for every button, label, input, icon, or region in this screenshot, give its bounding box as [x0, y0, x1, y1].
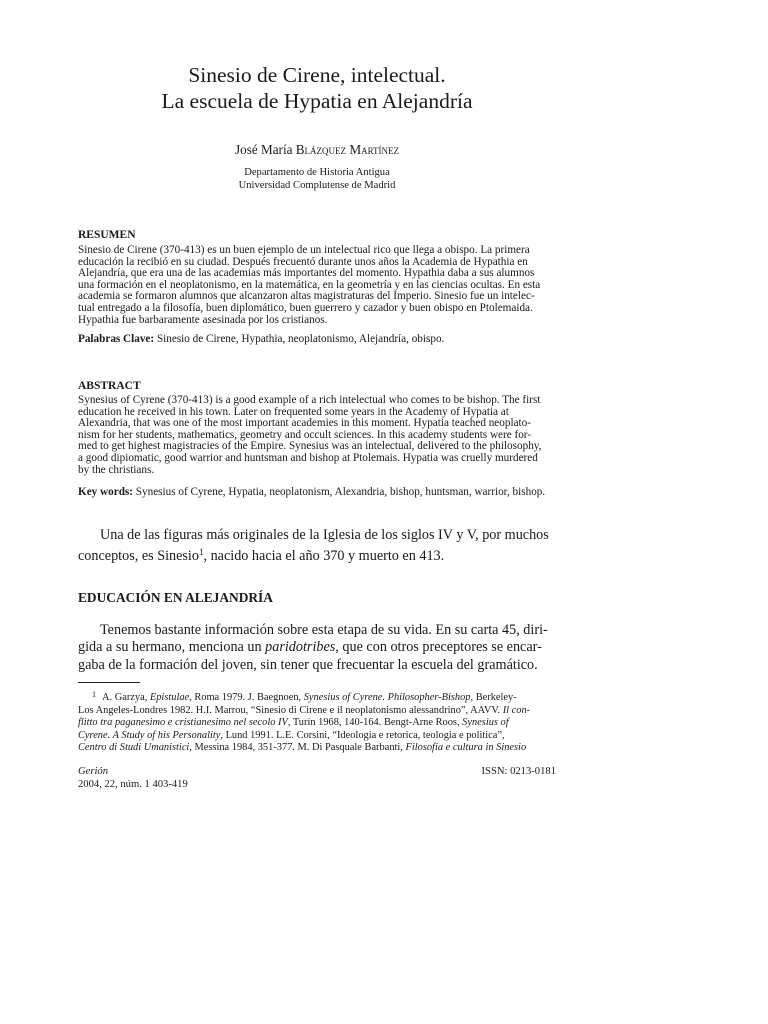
journal-footer [78, 766, 188, 791]
affiliation [0, 167, 634, 192]
resumen-keywords [78, 333, 444, 345]
footnote-italic: Filosofia e cultura in Sinesio [405, 742, 527, 754]
section-text-b: , que con otros preceptores se encar- [335, 639, 542, 656]
intro-text-a: conceptos, es Sinesio [78, 548, 199, 565]
author-surname: Blázquez Martínez [295, 142, 400, 157]
footnote-italic: Epistulae [149, 692, 190, 703]
resumen-keywords-list: Sinesio de Cirene, Hypathia, neoplatonismo, Alejandría, obispo. [154, 333, 445, 345]
affiliation-university: Universidad Complutense de Madrid [238, 179, 396, 191]
section-line-3: gaba de la formación del joven, sin tener que frecuentar la escuela del gramático. [78, 656, 538, 673]
intro-line-2 [78, 544, 556, 565]
abstract-keywords [78, 486, 545, 498]
resumen-line: Hypathia fue barbaramente asesinada por los cristianos. [78, 313, 328, 326]
section-emphasis: paridotribes [265, 639, 336, 656]
section-heading: EDUCACIÓN EN ALEJANDRÍA [78, 590, 273, 605]
resumen-line: tual entregado a la filosofía, buen diplomático, buen guerrero y cazador y buen obispo en Ptolemaida. [78, 301, 533, 314]
abstract-line: nism for her students, mathematics, geometry and occult sciences. In this academy students were for- [78, 428, 532, 441]
author-name [0, 142, 634, 158]
footnote-number: 1 [92, 690, 96, 699]
resumen-line: academia se formaron alumnos que alcanzaron altas magistraturas del Imperio. Sinesio fue un intelec- [78, 290, 535, 303]
footnote-italic: Centro di Studi Umanistici [78, 742, 190, 754]
abstract-keywords-label: Key words: [78, 486, 133, 498]
footnote-text: , Berkeley- [470, 692, 517, 703]
footnote-text: , Messina 1984, 351-377. M. Di Pasquale Barbanti, [189, 742, 406, 754]
footnote-italic: Il con- [502, 704, 531, 716]
footnote-text: , Roma 1979. J. Baegnoen, [189, 692, 304, 703]
footnote-line [78, 742, 558, 755]
footnote-text: A. Garzya, [102, 692, 150, 703]
footnote-italic: flitto tra paganesimo e cristianesimo nel secolo IV [78, 717, 288, 729]
abstract-keywords-list: Synesius of Cyrene, Hypatia, neoplatonism, Alexandria, bishop, huntsman, warrior, bishop. [133, 486, 546, 498]
abstract-line: med to get highest magistracies of the Empire. Synesius was an intelectual, delivered to the philosophy, [78, 440, 542, 453]
intro-paragraph [78, 527, 556, 566]
author-given-name: José María [234, 142, 296, 157]
intro-text-b: , nacido hacia el año 370 y muerto en 413. [203, 548, 445, 565]
abstract-line: Alexandria, that was one of the most important academies in this moment. Hypatia teached neoplato- [78, 417, 531, 430]
footnote-line [78, 689, 558, 705]
abstract-heading: ABSTRACT [78, 380, 141, 392]
abstract-line: by the christians. [78, 463, 155, 476]
footnote-text: Los Angeles-Londres 1982. H.I. Marrou, “Sinesio di Cirene e il neoplatonismo alessandrino”, AAVV. [78, 704, 503, 716]
affiliation-department: Departamento de Historia Antigua [244, 167, 390, 178]
footnote-text: , Turín 1968, 140-164. Bengt-Arne Roos, [287, 717, 463, 729]
footnote-text: , Lund 1991. L.E. Corsini, “Ideologia e retorica, teologia e politica”, [220, 729, 505, 741]
footnote-line [78, 705, 558, 718]
paper-title [0, 62, 634, 114]
footnote-line [78, 717, 558, 730]
resumen-line: Sinesio de Cirene (370-413) es un buen ejemplo de un intelectual rico que llega a obispo. La primera [78, 244, 530, 256]
resumen-line: una formación en el neoplatonismo, en la matemática, en la geometría y en las ciencias ocultas. En esta [78, 278, 541, 291]
footnote-italic: Synesius of Cyrene. Philosopher-Bishop [303, 692, 471, 703]
issn: ISSN: 0213-0181 [481, 766, 556, 777]
footnote-divider [78, 682, 140, 683]
section-paragraph [78, 622, 556, 674]
resumen-line: Alejandría, que era una de las academias más importantes del momento. Hypathia daba a sus alumnos [78, 267, 535, 280]
abstract-line: education he received in his town. Later on frequented some years in the Academy of Hypatia at [78, 405, 509, 418]
footnote-ref: 1 [198, 547, 204, 558]
resumen-line: educación la recibió en su ciudad. Después frecuentó durante unos años la Academia de Hypathia en [78, 255, 528, 268]
title-line-2: La escuela de Hypatia en Alejandría [161, 89, 473, 113]
intro-line-1: Una de las figuras más originales de la Iglesia de los siglos IV y V, por muchos [100, 527, 549, 543]
section-text-a: gida a su hermano, menciona un [78, 639, 266, 656]
footnote-italic: Cyrene. A Study of his Personality [78, 729, 221, 741]
abstract-line: a good dipiomatic, good warrior and huntsman and bishop at Ptolemais. Hypatia was cruelly murdered [78, 451, 538, 464]
abstract-text [78, 395, 556, 476]
resumen-text [78, 245, 556, 326]
abstract-line: Synesius of Cyrene (370-413) is a good example of a rich intelectual who comes to be bishop. The first [78, 394, 541, 406]
journal-volume: 2004, 22, núm. 1 403-419 [78, 778, 188, 790]
section-line-1: Tenemos bastante información sobre esta etapa de su vida. En su carta 45, diri- [100, 622, 548, 638]
resumen-heading: RESUMEN [78, 229, 136, 241]
footnote-line [78, 730, 558, 743]
title-line-1: Sinesio de Cirene, intelectual. [188, 63, 446, 87]
footnote [78, 689, 558, 755]
footnote-italic: Synesius of [462, 717, 509, 729]
resumen-keywords-label: Palabras Clave: [78, 333, 155, 345]
section-line-2 [78, 639, 556, 656]
journal-name: Gerión [78, 766, 109, 777]
